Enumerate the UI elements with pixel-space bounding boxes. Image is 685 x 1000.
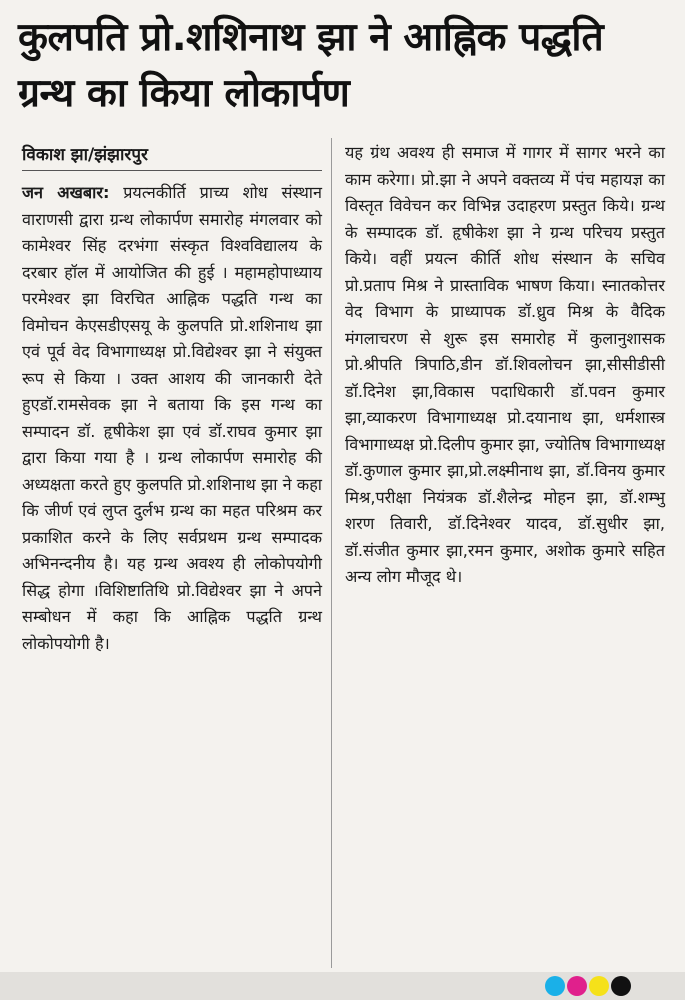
left-body-text: प्रयत्नकीर्ति प्राच्य शोध संस्थान वाराणसी द्वारा ग्रन्थ लोकार्पण समारोह मंगलवार को कामेश्वर सिंह दरभंगा संस्कृत विश्वविद्यालय के दरबार हॉल में आयोजित की हुई । महामहोपाध्याय परमेश्वर झा विरचित आह्निक पद्धति गन्थ का विमोचन केएसडीएसयू के कुलपति प्रो.शशिनाथ झा एवं पूर्व वेद विभागाध्यक्ष प्रो.विद्येश्वर झा ने संयुक्त रूप से किया । उक्त आशय की जानकारी देते हुएडॉ.रामसेवक झा ने बताया कि इस गन्थ का सम्पादन डॉ. हृषीकेश झा एवं डॉ.राघव कुमार झा द्वारा किया गया है । ग्रन्थ लोकार्पण समारोह की अध्यक्षता करते हुए कुलपति प्रो.शशिनाथ झा ने कहा कि जीर्ण एवं लुप्त दुर्लभ ग्रन्थ का महत परिश्रम कर प्रकाशित करने के लिए सर्वप्रथम ग्रन्थ सम्पादक अभिनन्दनीय है। यह ग्रन्थ अवश्य ही लोकोपयोगी सिद्ध होगा ।विशिष्टातिथि प्रो.विद्येश्वर झा ने अपने सम्बोधन में कहा कि आह्निक पद्धति ग्रन्थ लोकोपयोगी है। [22, 183, 322, 653]
cyan-registration-dot [545, 976, 565, 996]
column-divider [331, 138, 332, 968]
magenta-registration-dot [567, 976, 587, 996]
article-column-left [22, 180, 322, 657]
headline: कुलपति प्रो.शशिनाथ झा ने आह्निक पद्धति ग्रन्थ का किया लोकार्पण [18, 15, 604, 116]
yellow-registration-dot [589, 976, 609, 996]
article-column-right [345, 140, 665, 591]
byline: विकाश झा/झंझारपुर [22, 142, 322, 171]
registration-marks [545, 976, 631, 996]
black-registration-dot [611, 976, 631, 996]
right-body-text: यह ग्रंथ अवश्य ही समाज में गागर में सागर भरने का काम करेगा। प्रो.झा ने अपने वक्तव्य में पंच महायज्ञ का विस्तृत विवेचन कर विभिन्न उदाहरण प्रस्तुत किये। ग्रन्थ के सम्पादक डॉ. हृषीकेश झा ने ग्रन्थ परिचय प्रस्तुत किये। वहीं प्रयत्न कीर्ति शोध संस्थान के सचिव प्रो.प्रताप मिश्र ने प्रास्ताविक भाषण किया। स्नातकोत्तर वेद विभाग के प्राध्यापक डॉ.ध्रुव मिश्र के वैदिक मंगलाचरण से शुरू इस समारोह में कुलानुशासक प्रो.श्रीपति त्रिपाठि,डीन डॉ.शिवलोचन झा,सीसीडीसी डॉ.दिनेश झा,विकास पदाधिकारी डॉ.पवन कुमार झा,व्याकरण विभागाध्यक्ष प्रो.दयानाथ झा, धर्मशास्त्र विभागाध्यक्ष प्रो.दिलीप कुमार झा, ज्योतिष विभागाध्यक्ष डॉ.कुणाल कुमार झा,प्रो.लक्ष्मीनाथ झा, डॉ.विनय कुमार मिश्र,परीक्षा नियंत्रक डॉ.शैलेन्द्र मोहन झा, डॉ.शम्भु शरण तिवारी, डॉ.दिनेश्वर यादव, डॉ.सुधीर झा, डॉ.संजीत कुमार झा,रमन कुमार, अशोक कुमारे सहित अन्य लोग मौजूद थे। [345, 143, 665, 586]
dateline: जन अखबार: [22, 183, 110, 202]
